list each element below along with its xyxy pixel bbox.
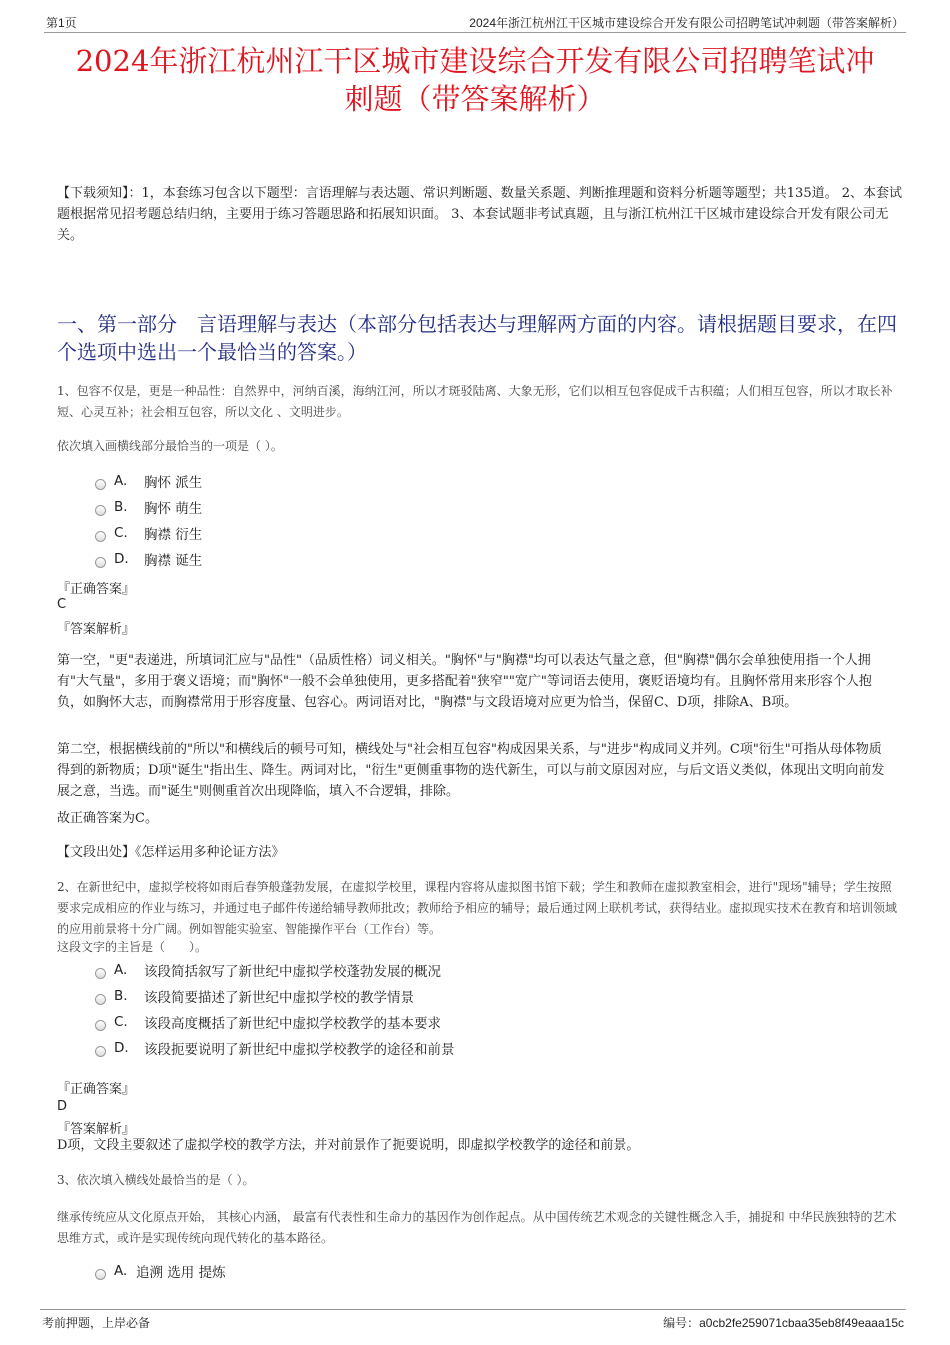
document-title [40,42,910,118]
option-letter: B. [114,499,128,515]
analysis-paragraph-1: 第一空，"更"表递进，所填词汇应与"品性"（品质性格）词义相关。"胸怀"与"胸襟"均可以表达气量之意，但"胸襟"偶尔会单独使用指一个人拥有"大气量"，多用于褒义语境；而"胸怀"一般不会单独使用，更多搭配着"狭窄""宽广"等词语去使用，褒贬语境均有。且胸怀常用来形容个人抱负，如胸怀大志，而胸襟常用于形容度量、包容心。两词语对比，"胸襟"与文段语境对应更为恰当，保留C、D项，排除A、B项。 [57,653,872,710]
option-d[interactable] [95,546,202,572]
option-b[interactable] [95,494,202,520]
analysis-conclusion: 故正确答案为C。 [57,811,158,826]
page-footer [40,1309,906,1330]
option-text: 胸襟 诞生 [144,553,203,569]
radio-button[interactable] [95,994,106,1005]
option-b[interactable] [95,983,455,1009]
correct-answer-label: 『正确答案』 [57,1082,136,1097]
radio-button[interactable] [95,557,106,568]
option-a[interactable] [95,468,202,494]
radio-button[interactable] [95,1046,106,1057]
analysis-paragraph-2: 第二空，根据横线前的"所以"和横线后的顿号可知，横线处与"社会相互包容"构成因果关系，与"进步"构成同义并列。C项"衍生"可指从母体物质得到的新物质；D项"诞生"指出生、降生。两词对比，"衍生"更侧重事物的迭代新生，可以与前文原因对应，与后文语义类似，体现出文明向前发展之意，当选。而"诞生"则侧重首次出现降临，填入不合逻辑，排除。 [57,742,885,799]
question-1-prompt: 依次填入画横线部分最恰当的一项是（ ）。 [57,439,283,453]
title-line-1: 2024年浙江杭州江干区城市建设综合开发有限公司招聘笔试冲 [75,44,875,78]
question-2-stem: 2、在新世纪中，虚拟学校将如雨后春笋般蓬勃发展，在虚拟学校里，课程内容将从虚拟图书馆下载；学生和教师在虚拟教室相会，进行"现场"辅导；学生按照要求完成相应的作业与练习，并通过电子邮件传递给辅导教师批改；教师给予相应的辅导；最后通过网上联机考试，获得结业。虚拟现实技术在教育和培训领域的应用前景将十分广阔。例如智能实验室、智能操作平台（工作台）等。 [57,880,898,936]
footer-serial: 编号：a0cb2fe259071cbaa35eb8f49eaaa15c [663,1316,904,1330]
option-text: 该段简要描述了新世纪中虚拟学校的教学情景 [144,990,414,1006]
option-letter: A. [114,473,128,489]
question-2-prompt: 这段文字的主旨是（ ）。 [57,940,208,954]
option-text: 胸怀 萌生 [144,501,203,517]
option-letter: C. [114,525,128,541]
question-1-options [95,468,202,572]
option-c[interactable] [95,1009,455,1035]
option-text: 追溯 选用 提炼 [136,1265,226,1281]
correct-answer: D [57,1099,68,1114]
page-number: 第1页 [46,16,77,30]
option-d[interactable] [95,1035,455,1061]
question-3-stem: 3、依次填入横线处最恰当的是（ ）。 [57,1173,255,1187]
section-heading: 一、第一部分 言语理解与表达（本部分包括表达与理解两方面的内容。请根据题目要求，在四个选项中选出一个最恰当的答案。） [57,312,897,364]
question-1-stem: 1、包容不仅是，更是一种品性：自然界中，河纳百溪，海纳江河，所以才斑驳陆离、大象无形，它们以相互包容促成千古积蕴；人们相互包容，所以才取长补短、心灵互补；社会相互包容，所以文化 、文明进步。 [57,384,893,419]
radio-button[interactable] [95,531,106,542]
option-letter: D. [114,1040,129,1056]
option-text: 该段简括叙写了新世纪中虚拟学校蓬勃发展的概况 [144,964,441,980]
header-doc-title: 2024年浙江杭州江干区城市建设综合开发有限公司招聘笔试冲刺题（带答案解析） [469,16,904,30]
page-header [44,12,906,33]
analysis-paragraph-1: D项，文段主要叙述了虚拟学校的教学方法，并对前景作了扼要说明，即虚拟学校教学的途径和前景。 [57,1138,640,1153]
question-3-options [95,1258,226,1284]
analysis-label: 『答案解析』 [57,1122,136,1137]
question-2-options [95,957,455,1061]
radio-button[interactable] [95,1020,106,1031]
correct-answer-label: 『正确答案』 [57,582,136,597]
radio-button[interactable] [95,505,106,516]
option-text: 胸襟 衍生 [144,527,203,543]
correct-answer: C [57,597,67,612]
radio-button[interactable] [95,1269,106,1280]
option-letter: B. [114,988,128,1004]
option-letter: D. [114,551,129,567]
option-letter: C. [114,1014,128,1030]
passage-source: 【文段出处】《怎样运用多种论证方法》 [57,845,285,860]
analysis-label: 『答案解析』 [57,622,136,637]
option-text: 该段高度概括了新世纪中虚拟学校教学的基本要求 [144,1016,441,1032]
option-a[interactable] [95,957,455,983]
question-3-passage: 继承传统应从文化原点开始， 其核心内涵， 最富有代表性和生命力的基因作为创作起点。从中国传统艺术观念的关键性概念入手，捕捉和 中华民族独特的艺术思维方式，或许是实现传统向现代转化的基本路径。 [57,1210,897,1245]
footer-slogan: 考前押题，上岸必备 [42,1316,151,1330]
option-letter: A. [114,1263,128,1279]
radio-button[interactable] [95,968,106,979]
option-letter: A. [114,962,128,978]
title-line-2: 刺题（带答案解析） [344,82,606,116]
radio-button[interactable] [95,479,106,490]
option-c[interactable] [95,520,202,546]
download-notice: 【下载须知】：1，本套练习包含以下题型：言语理解与表达题、常识判断题、数量关系题、判断推理题和资料分析题等题型；共135道。 2、本套试题根据常见招考题总结归纳，主要用于练习答题思路和拓展知识面。 3、本套试题非考试真题，且与浙江杭州江干区城市建设综合开发有限公司无关。 [57,186,902,243]
option-text: 胸怀 派生 [144,475,203,491]
option-a[interactable] [95,1258,226,1284]
option-text: 该段扼要说明了新世纪中虚拟学校教学的途径和前景 [144,1042,455,1058]
